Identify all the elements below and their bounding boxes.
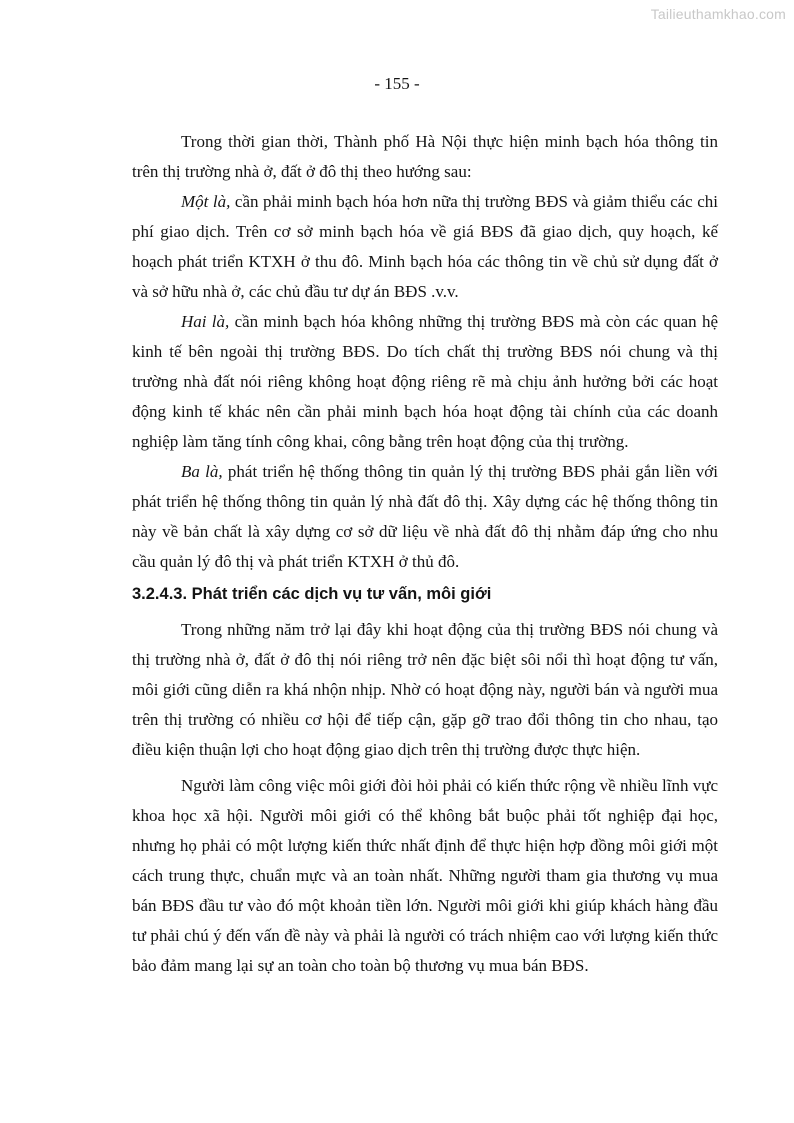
watermark: Tailieuthamkhao.com: [650, 6, 786, 22]
page-number: - 155 -: [374, 74, 420, 93]
paragraph-text: cần phải minh bạch hóa hơn nữa thị trường BĐS và giảm thiểu các chi phí giao dịch. Trên cơ sở minh bạch hóa về giá BĐS đã giao dịch, quy hoạch, kế hoạch phát triển KTXH ở thu đô. Minh bạch hóa các thông tin về chủ sử dụng đất ở và sở hữu nhà ở, các chủ đầu tư dự án BĐS .v.v.: [132, 192, 719, 301]
paragraph-mot-la: [132, 187, 718, 307]
paragraph-lead: Một là,: [181, 192, 231, 211]
section-paragraph: Người làm công việc môi giới đòi hỏi phải có kiến thức rộng về nhiều lĩnh vực khoa học xã hội. Người môi giới có thể không bắt buộc phải tốt nghiệp đại học, nhưng họ phải có một lượng kiến thức nhất định để thực hiện hợp đồng môi giới một cách trung thực, chuẩn mực và an toàn nhất. Những người tham gia thương vụ mua bán BĐS đầu tư vào đó một khoản tiền lớn. Người môi giới khi giúp khách hàng đầu tư phải chú ý đến vấn đề này và phải là người có trách nhiệm cao với lượng kiến thức bảo đảm mang lại sự an toàn cho toàn bộ thương vụ mua bán BĐS.: [132, 776, 718, 975]
paragraph-lead: Ba là,: [181, 462, 223, 481]
paragraph-lead: Hai là,: [181, 312, 230, 331]
document-body: [132, 127, 718, 981]
section-paragraph: Trong những năm trở lại đây khi hoạt động của thị trường BĐS nói chung và thị trường nhà ở, đất ở đô thị nói riêng trở nên đặc biệt sôi nổi thì hoạt động tư vấn, môi giới cũng diễn ra khá nhộn nhịp. Nhờ có hoạt động này, người bán và người mua trên thị trường có nhiều cơ hội để tiếp cận, gặp gỡ trao đổi thông tin cho nhau, tạo điều kiện thuận lợi cho hoạt động giao dịch trên thị trường được thực hiện.: [132, 620, 718, 759]
section-heading: 3.2.4.3. Phát triển các dịch vụ tư vấn, môi giới: [132, 585, 492, 603]
paragraph-hai-la: [132, 307, 718, 457]
paragraph-ba-la: [132, 457, 718, 577]
paragraph-text: phát triển hệ thống thông tin quản lý thị trường BĐS phải gắn liền với phát triển hệ thống thông tin quản lý nhà đất đô thị. Xây dựng các hệ thống thông tin này về bản chất là xây dựng cơ sở dữ liệu về nhà đất đô thị nhằm đáp ứng cho nhu cầu quản lý đô thị và phát triển KTXH ở thủ đô.: [132, 462, 718, 571]
paragraph-intro: [132, 127, 718, 187]
paragraph-text: Trong thời gian thời, Thành phố Hà Nội thực hiện minh bạch hóa thông tin trên thị trường nhà ở, đất ở đô thị theo hướng sau:: [132, 132, 718, 181]
paragraph-text: cần minh bạch hóa không những thị trường BĐS mà còn các quan hệ kinh tế bên ngoài thị trường BĐS. Do tích chất thị trường BĐS nói chung và thị trường nhà đất nói riêng không hoạt động riêng rẽ mà chịu ảnh hưởng bởi các hoạt động kinh tế khác nên cần phải minh bạch hóa hoạt động tài chính của các doanh nghiệp làm tăng tính công khai, công bằng trên hoạt động của thị trường.: [132, 312, 718, 451]
